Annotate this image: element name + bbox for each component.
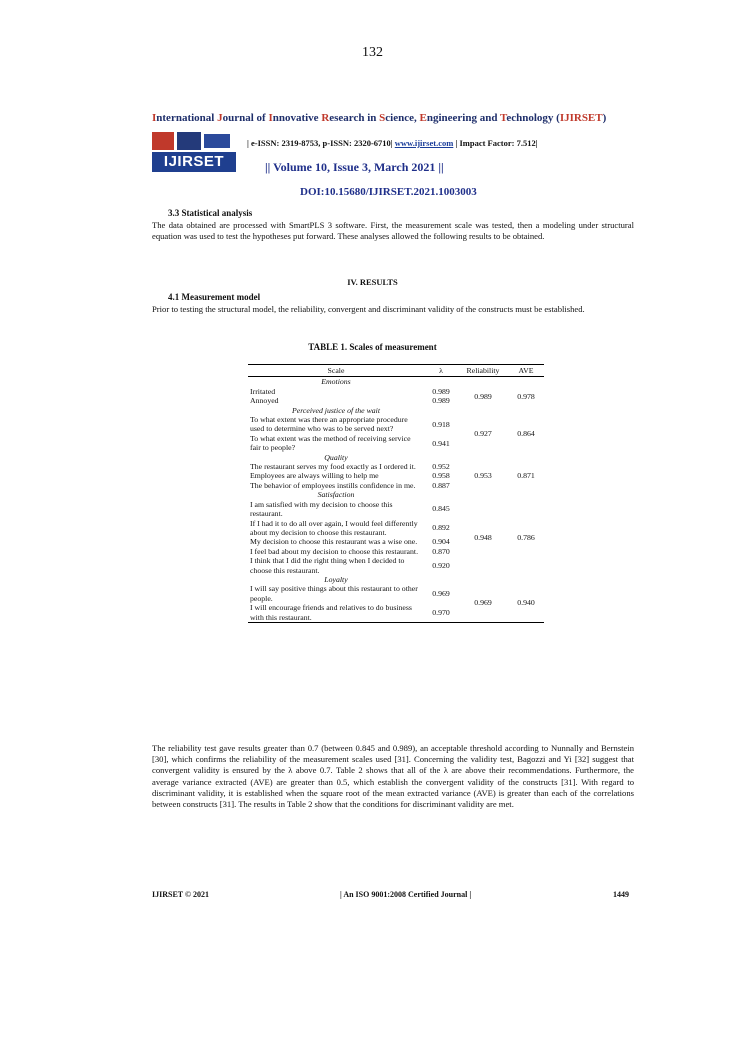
item-text: Annoyed bbox=[250, 396, 279, 406]
journal-word: ournal of bbox=[222, 112, 269, 124]
footer-left: IJIRSET © 2021 bbox=[152, 890, 209, 899]
item-text: Irritated bbox=[250, 386, 276, 396]
group-row bbox=[248, 575, 544, 584]
table-header-row bbox=[248, 365, 544, 377]
journal-initial: I bbox=[152, 112, 157, 124]
footer-center: | An ISO 9001:2008 Certified Journal | bbox=[340, 890, 472, 899]
table-row bbox=[248, 584, 544, 603]
group-name: Loyalty bbox=[324, 574, 348, 584]
group-reliability: 0.989 bbox=[474, 391, 492, 401]
header-ave: AVE bbox=[508, 365, 544, 377]
section-4-1-heading: 4.1 Measurement model bbox=[168, 292, 261, 302]
item-lambda: 0.870 bbox=[432, 546, 450, 556]
group-ave: 0.978 bbox=[517, 391, 535, 401]
item-lambda: 0.941 bbox=[432, 438, 450, 448]
item-lambda: 0.970 bbox=[424, 603, 458, 622]
footer-page: 1449 bbox=[613, 890, 629, 899]
group-reliability: 0.953 bbox=[474, 471, 492, 481]
section-4-1-text: Prior to testing the structural model, the reliability, convergent and discriminant validity of the constructs must be established. bbox=[152, 304, 585, 314]
journal-word: nternational bbox=[156, 112, 218, 124]
group-ave: 0.864 bbox=[517, 429, 535, 439]
item-text: The restaurant serves my food exactly as I ordered it. bbox=[250, 462, 416, 472]
journal-initial: I bbox=[268, 112, 273, 124]
item-lambda: 0.918 bbox=[432, 419, 450, 429]
item-lambda: 0.887 bbox=[432, 480, 450, 490]
journal-initial: J bbox=[217, 112, 223, 124]
table-title: TABLE 1. Scales of measurement bbox=[308, 342, 437, 352]
results-heading: IV. RESULTS bbox=[347, 277, 398, 287]
journal-word: cience, bbox=[385, 112, 420, 124]
item-lambda: 0.958 bbox=[432, 471, 450, 481]
item-text: I will say positive things about this restaurant to other people. bbox=[250, 584, 418, 603]
journal-word: nnovative bbox=[272, 112, 322, 124]
header-reliability: Reliability bbox=[458, 365, 508, 377]
item-lambda: 0.969 bbox=[432, 589, 450, 599]
item-text: I am satisfied with my decision to choose this restaurant. bbox=[250, 499, 393, 519]
issn-line: | e-ISSN: 2319-8753, p-ISSN: 2320-6710| www.ijirset.com | Impact Factor: 7.512| bbox=[247, 138, 538, 148]
item-text: To what extent was there an appropriate procedure used to determine who was to be served next? bbox=[250, 415, 408, 434]
group-name: Emotions bbox=[321, 377, 351, 387]
page-number: 132 bbox=[362, 45, 383, 60]
group-row bbox=[248, 406, 544, 415]
header-scale: Scale bbox=[248, 365, 424, 377]
item-text: To what extent was the method of receiving service fair to people? bbox=[250, 433, 411, 453]
group-name: Quality bbox=[324, 452, 348, 462]
table-row bbox=[248, 462, 544, 471]
group-reliability: 0.927 bbox=[474, 429, 492, 439]
table-row bbox=[248, 415, 544, 434]
discussion-text: The reliability test gave results greater than 0.7 (between 0.845 and 0.989), an acceptable threshold according to Nunnally and Bernstein [30], which confirms the reliability of the measurement scales used [31]. Concerning the validity test, Bagozzi and Yi [32] suggest that convergent validity is ensured by the λ above 0.7. Table 2 shows that all of the λ are above their recommendations. Furthermore, the average variance extracted (AVE) are greater than 0.5, which establish the convergent validity of the constructs [31]. With regard to discriminant validity, it is established when the square root of the mean extracted variance (AVE) is greater than each of the correlations between constructs [31]. The results in Table 2 show that the conditions for discriminant validity are met. bbox=[152, 743, 634, 810]
group-name: Perceived justice of the wait bbox=[291, 405, 381, 415]
journal-abbrev: IJIRSET bbox=[559, 112, 603, 124]
group-row bbox=[248, 377, 544, 387]
journal-title: International Journal of Innovative Research in Science, Engineering and Technology (IJIRSET) bbox=[152, 112, 607, 124]
measurement-table bbox=[248, 364, 544, 623]
item-lambda: 0.989 bbox=[432, 386, 450, 396]
journal-word: esearch in bbox=[329, 112, 380, 124]
journal-initial: S bbox=[379, 112, 386, 124]
group-ave: 0.871 bbox=[517, 471, 535, 481]
journal-word: echnology ( bbox=[506, 112, 560, 124]
journal-initial: R bbox=[321, 112, 330, 124]
journal-initial: T bbox=[500, 112, 507, 124]
section-3-3-heading: 3.3 Statistical analysis bbox=[168, 208, 253, 218]
item-text: The behavior of employees instills confidence in me. bbox=[250, 480, 416, 490]
group-row bbox=[248, 490, 544, 499]
group-ave: 0.786 bbox=[517, 532, 535, 542]
table-row bbox=[248, 387, 544, 396]
table-row bbox=[248, 500, 544, 519]
item-lambda: 0.952 bbox=[432, 462, 450, 472]
doi-line: DOI:10.15680/IJIRSET.2021.1003003 bbox=[300, 186, 477, 198]
item-lambda: 0.989 bbox=[432, 396, 450, 406]
item-lambda: 0.892 bbox=[432, 523, 450, 533]
item-text: If I had it to do all over again, I would feel differently about my decision to choose this restaurant. bbox=[250, 518, 418, 537]
group-row bbox=[248, 453, 544, 462]
section-3-3-text: The data obtained are processed with SmartPLS 3 software. First, the measurement scale was tested, then a modeling under structural equation was used to test the hypotheses put forward. These analyses allowed the following results to be obtained. bbox=[152, 220, 634, 242]
item-text: Employees are always willing to help me bbox=[250, 471, 379, 481]
item-lambda: 0.920 bbox=[432, 560, 450, 570]
logo-text: IJIRSET bbox=[152, 152, 236, 172]
item-text: I think that I did the right thing when I decided to choose this restaurant. bbox=[250, 556, 405, 575]
item-text: My decision to choose this restaurant was a wise one. bbox=[250, 537, 418, 547]
volume-line: || Volume 10, Issue 3, March 2021 || bbox=[265, 160, 444, 174]
item-text: I will encourage friends and relatives to do business with this restaurant. bbox=[248, 603, 424, 622]
item-text: I feel bad about my decision to choose this restaurant. bbox=[250, 546, 419, 556]
website-link[interactable]: www.ijirset.com bbox=[394, 138, 454, 148]
group-name: Satisfaction bbox=[317, 490, 355, 500]
journal-word: ngineering and bbox=[426, 112, 500, 124]
group-reliability: 0.948 bbox=[474, 532, 492, 542]
group-ave: 0.940 bbox=[508, 584, 544, 622]
group-reliability: 0.969 bbox=[458, 584, 508, 622]
journal-logo bbox=[152, 130, 236, 174]
item-lambda: 0.845 bbox=[432, 504, 450, 514]
journal-initial: E bbox=[419, 112, 427, 124]
item-lambda: 0.904 bbox=[432, 537, 450, 547]
header-lambda: λ bbox=[424, 365, 458, 377]
